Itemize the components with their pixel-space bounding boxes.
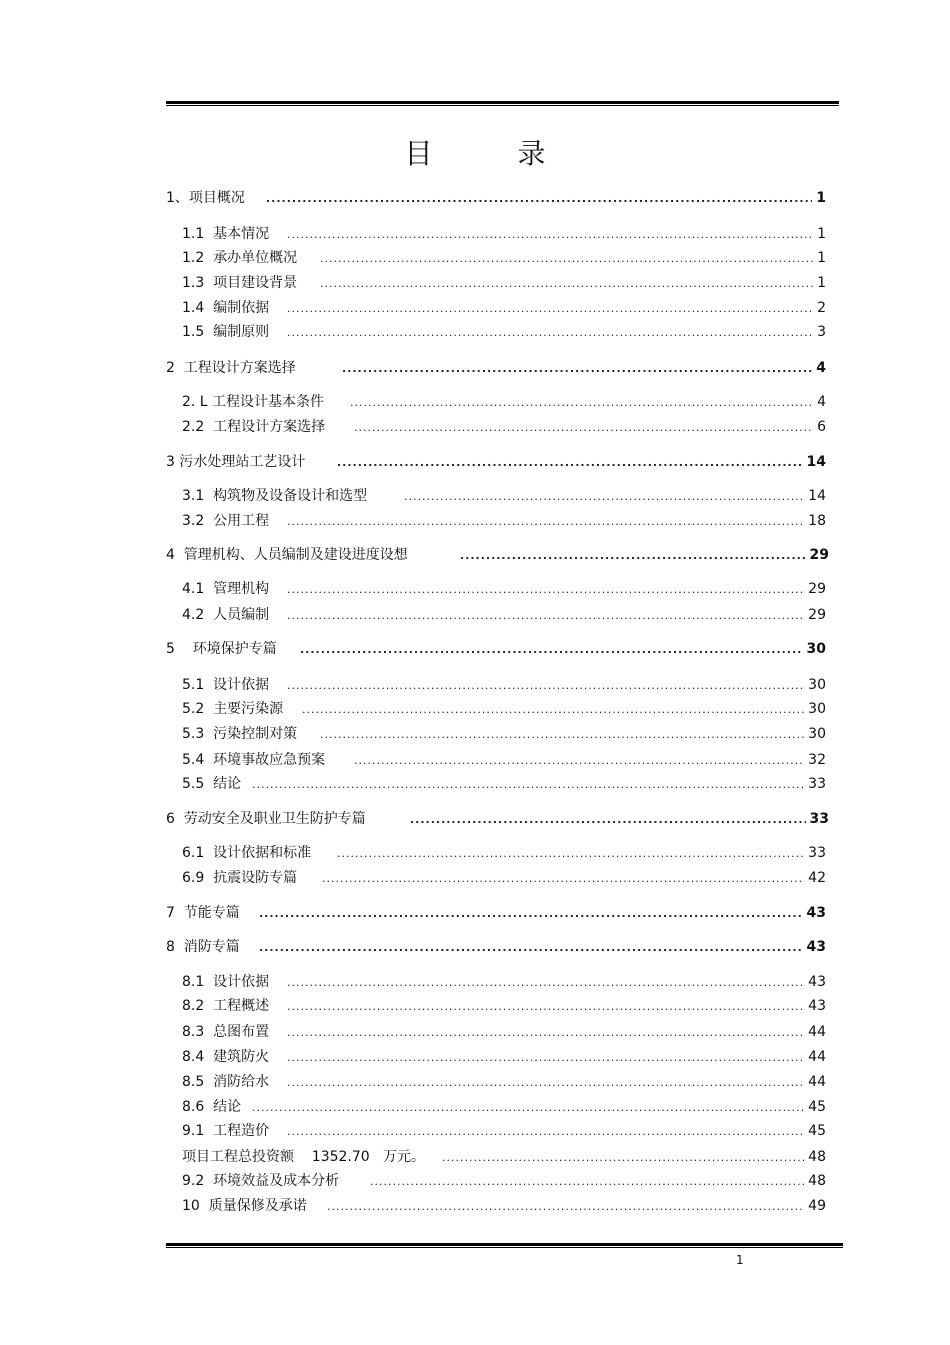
toc-leader-dots	[287, 1048, 804, 1067]
toc-entry-page: 45	[808, 1099, 826, 1115]
toc-entry-label: 3.1 构筑物及设备设计和选型	[182, 488, 368, 504]
toc-leader-dots	[287, 225, 813, 244]
toc-entry-label: 8.3 总图布置	[182, 1024, 270, 1040]
toc-leader-dots	[252, 1098, 804, 1117]
toc-entry-label: 1.4 编制依据	[182, 300, 270, 316]
toc-entry-label: 4 管理机构、人员编制及建设进度设想	[166, 547, 408, 563]
toc-entry-page: 29	[808, 581, 826, 597]
toc-entry-page: 48	[808, 1149, 826, 1165]
toc-entry-label: 5.3 污染控制对策	[182, 726, 298, 742]
toc-entry-page: 1	[816, 190, 826, 206]
toc-entry[interactable]	[166, 938, 826, 956]
toc-entry[interactable]	[182, 1073, 826, 1091]
toc-entry-label: 10 质量保修及承诺	[182, 1198, 307, 1214]
toc-entry-page: 29	[809, 547, 829, 563]
toc-entry-label: 6 劳动安全及职业卫生防护专篇	[166, 811, 366, 827]
toc-leader-dots	[287, 323, 813, 342]
toc-entry[interactable]	[182, 1098, 826, 1116]
toc-leader-dots	[287, 1073, 804, 1092]
toc-entry-label: 1、项目概况	[166, 190, 245, 206]
toc-entry[interactable]	[182, 1197, 826, 1215]
toc-entry-page: 4	[816, 360, 826, 376]
toc-entry[interactable]	[182, 225, 826, 243]
toc-entry-page: 33	[809, 811, 829, 827]
toc-entry[interactable]	[182, 1148, 826, 1166]
toc-entry-label: 1.2 承办单位概况	[182, 250, 298, 266]
toc-entry-label: 4.2 人员编制	[182, 607, 270, 623]
toc-entry-page: 30	[808, 677, 826, 693]
toc-entry-page: 3	[817, 324, 826, 340]
toc-entry-page: 1	[817, 250, 826, 266]
toc-entry-page: 43	[808, 998, 826, 1014]
toc-leader-dots	[302, 700, 804, 719]
toc-entry[interactable]	[166, 359, 826, 377]
toc-entry-label: 3.2 公用工程	[182, 513, 270, 529]
toc-entry[interactable]	[182, 700, 826, 718]
toc-entry[interactable]	[182, 1048, 826, 1066]
toc-entry[interactable]	[166, 546, 829, 564]
toc-entry[interactable]	[166, 810, 829, 828]
toc-entry[interactable]	[182, 1023, 826, 1041]
toc-entry[interactable]	[166, 640, 826, 658]
toc-entry-page: 4	[817, 394, 826, 410]
toc-leader-dots	[404, 487, 804, 506]
toc-entry-label: 9.2 环境效益及成本分析	[182, 1173, 340, 1189]
toc-entry-page: 33	[808, 845, 826, 861]
toc-entry-page: 44	[808, 1074, 826, 1090]
toc-entry[interactable]	[182, 606, 826, 624]
toc-entry-page: 30	[808, 726, 826, 742]
toc-entry-page: 1	[817, 275, 826, 291]
toc-leader-dots	[442, 1148, 804, 1167]
footer-rule-thick	[166, 1243, 843, 1246]
toc-entry[interactable]	[166, 189, 826, 207]
toc-leader-dots	[354, 751, 804, 770]
page-title: 目 录	[404, 137, 584, 170]
toc-entry-label: 9.1 工程造价	[182, 1123, 270, 1139]
toc-entry[interactable]	[166, 453, 826, 471]
toc-entry-page: 49	[808, 1198, 826, 1214]
toc-leader-dots	[287, 997, 804, 1016]
toc-entry-label: 8.6 结论	[182, 1099, 242, 1115]
toc-entry-label: 8 消防专篇	[166, 939, 240, 955]
toc-entry-label: 8.4 建筑防火	[182, 1049, 270, 1065]
toc-entry-label: 2 工程设计方案选择	[166, 360, 296, 376]
toc-leader-dots	[350, 393, 813, 412]
toc-entry-label: 5.5 结论	[182, 776, 242, 792]
toc-entry-label: 5.4 环境事故应急预案	[182, 752, 326, 768]
toc-entry-page: 45	[808, 1123, 826, 1139]
toc-entry-page: 14	[806, 454, 826, 470]
toc-entry-page: 33	[808, 776, 826, 792]
toc-entry-page: 30	[806, 641, 826, 657]
toc-leader-dots	[266, 189, 812, 208]
toc-entry[interactable]	[182, 1172, 826, 1190]
toc-leader-dots	[287, 299, 813, 318]
toc-leader-dots	[259, 938, 803, 957]
toc-entry-page: 43	[806, 905, 826, 921]
toc-entry-page: 42	[808, 870, 826, 886]
toc-leader-dots	[287, 1023, 804, 1042]
toc-entry[interactable]	[182, 274, 826, 292]
toc-entry-label: 7 节能专篇	[166, 905, 240, 921]
toc-entry-page: 6	[817, 419, 826, 435]
toc-entry[interactable]	[182, 418, 826, 436]
toc-leader-dots	[300, 640, 803, 659]
toc-entry[interactable]	[182, 249, 826, 267]
toc-leader-dots	[287, 676, 804, 695]
toc-entry-label: 6.1 设计依据和标准	[182, 845, 312, 861]
toc-entry[interactable]	[182, 973, 826, 991]
toc-entry-label: 1.3 项目建设背景	[182, 275, 298, 291]
toc-entry-page: 43	[808, 974, 826, 990]
toc-entry-label: 8.2 工程概述	[182, 998, 270, 1014]
toc-entry-label: 8.1 设计依据	[182, 974, 270, 990]
toc-entry-label: 5.1 设计依据	[182, 677, 270, 693]
toc-leader-dots	[337, 453, 803, 472]
toc-entry[interactable]	[182, 844, 826, 862]
toc-entry-page: 2	[817, 300, 826, 316]
toc-entry[interactable]	[182, 580, 826, 598]
toc-entry-label: 8.5 消防给水	[182, 1074, 270, 1090]
toc-leader-dots	[370, 1172, 804, 1191]
toc-entry-page: 18	[808, 513, 826, 529]
toc-leader-dots	[354, 418, 813, 437]
toc-entry-label: 3 污水处理站工艺设计	[166, 454, 306, 470]
toc-leader-dots	[320, 249, 813, 268]
toc-entry[interactable]	[182, 725, 826, 743]
toc-entry-label: 1.5 编制原则	[182, 324, 270, 340]
toc-entry[interactable]	[182, 751, 826, 769]
toc-leader-dots	[259, 904, 803, 923]
toc-entry-label: 5 环境保护专篇	[166, 641, 277, 657]
toc-entry[interactable]	[182, 676, 826, 694]
toc-entry-label: 6.9 抗震设防专篇	[182, 870, 298, 886]
toc-leader-dots	[342, 359, 812, 378]
toc-leader-dots	[252, 775, 804, 794]
toc-entry-page: 29	[808, 607, 826, 623]
toc-leader-dots	[287, 973, 804, 992]
toc-entry[interactable]	[182, 512, 826, 530]
toc-entry-label: 5.2 主要污染源	[182, 701, 284, 717]
toc-leader-dots	[320, 725, 804, 744]
toc-entry-page: 14	[808, 488, 826, 504]
toc-leader-dots	[327, 1197, 804, 1216]
toc-leader-dots	[287, 1122, 804, 1141]
toc-entry[interactable]	[182, 1122, 826, 1140]
toc-entry-label: 2. L 工程设计基本条件	[182, 394, 325, 410]
toc-entry-label: 项目工程总投资额 1352.70 万元。	[182, 1149, 426, 1165]
toc-entry[interactable]	[182, 323, 826, 341]
toc-entry[interactable]	[182, 997, 826, 1015]
toc-entry[interactable]	[182, 869, 826, 887]
toc-leader-dots	[460, 546, 806, 565]
toc-entry-page: 44	[808, 1024, 826, 1040]
toc-entry-label: 4.1 管理机构	[182, 581, 270, 597]
toc-leader-dots	[287, 580, 804, 599]
toc-leader-dots	[287, 512, 804, 531]
toc-entry-label: 2.2 工程设计方案选择	[182, 419, 326, 435]
page-number: 1	[736, 1253, 744, 1267]
toc-leader-dots	[320, 274, 813, 293]
toc-entry-page: 32	[808, 752, 826, 768]
toc-leader-dots	[287, 606, 804, 625]
toc-entry-page: 48	[808, 1173, 826, 1189]
toc-entry-page: 44	[808, 1049, 826, 1065]
toc-entry-page: 30	[808, 701, 826, 717]
toc-entry[interactable]	[166, 904, 826, 922]
toc-entry-label: 1.1 基本情况	[182, 226, 270, 242]
toc-leader-dots	[410, 810, 806, 829]
toc-entry[interactable]	[182, 487, 826, 505]
toc-entry[interactable]	[182, 775, 826, 793]
footer-rule-thin	[166, 1247, 843, 1248]
toc-entry-page: 1	[817, 226, 826, 242]
toc-entry[interactable]	[182, 393, 826, 411]
toc-entry-page: 43	[806, 939, 826, 955]
toc-leader-dots	[337, 844, 804, 863]
toc-leader-dots	[322, 869, 804, 888]
toc-entry[interactable]	[182, 299, 826, 317]
